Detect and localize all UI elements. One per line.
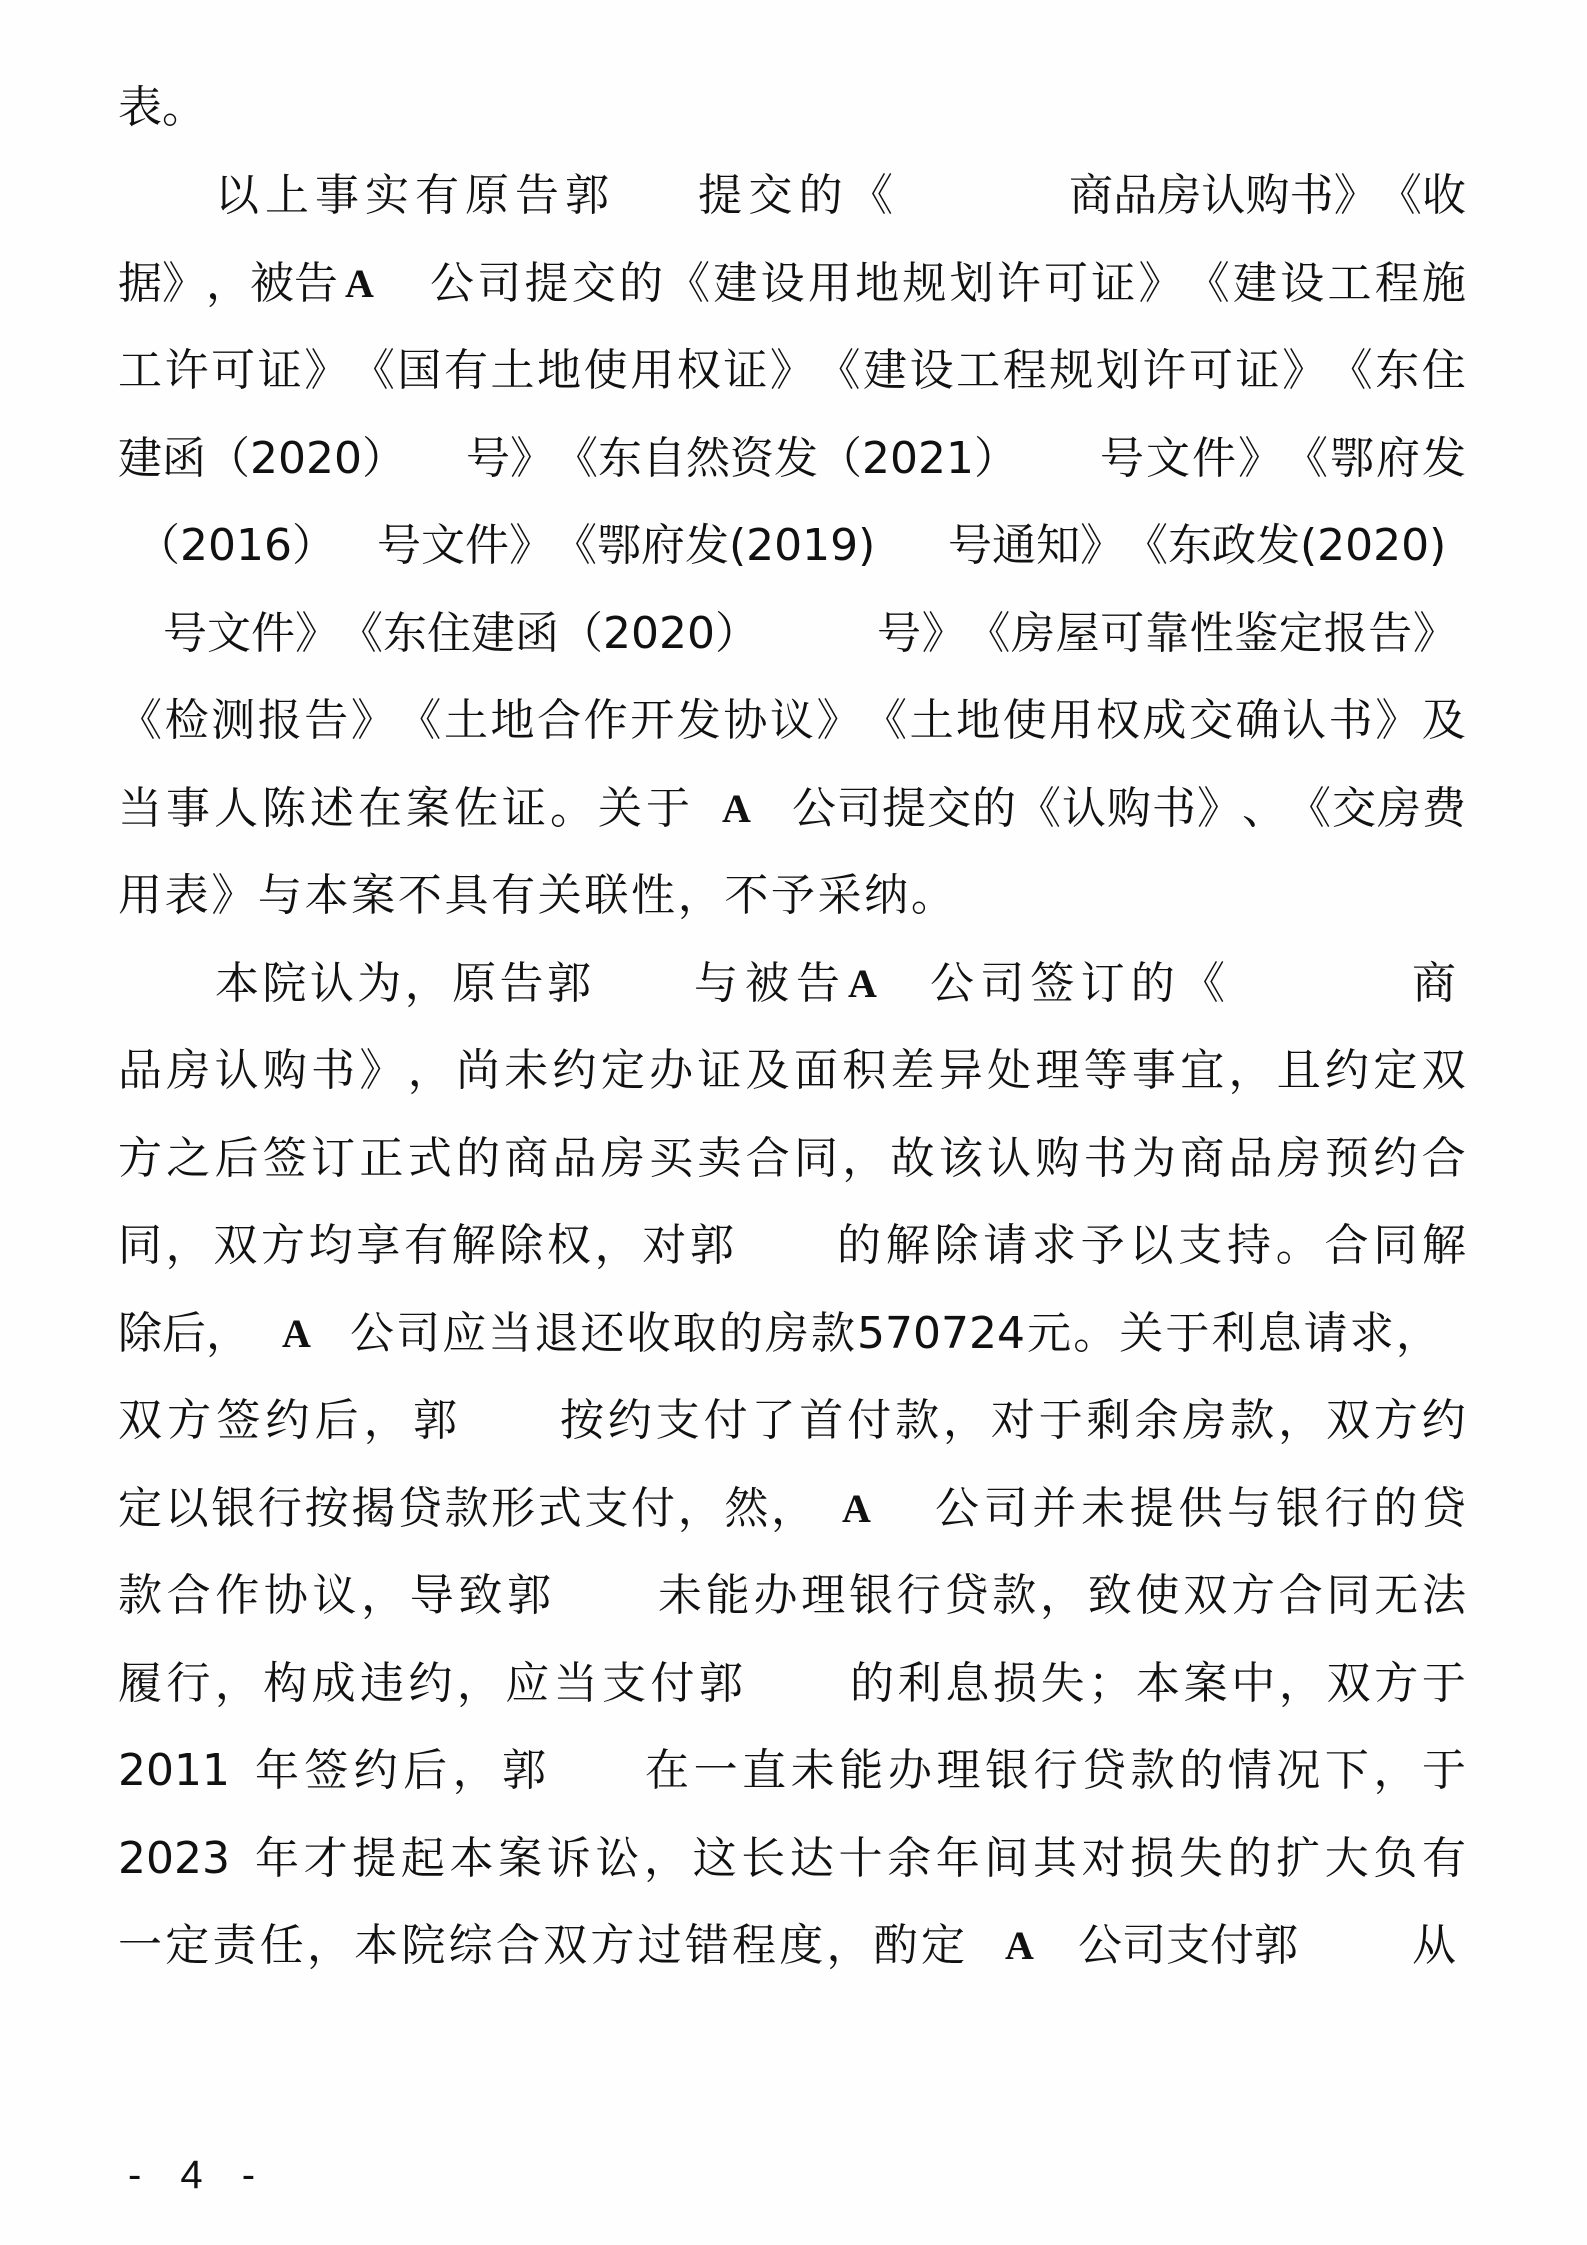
text-segment: 定 以 银 行 按 揭 贷 款 形 式 支 付 ， 然 ，: [118, 1483, 815, 1534]
text-segment: 2023: [118, 1833, 230, 1884]
text-segment: 与 被 告: [694, 958, 840, 1009]
text-line: [0, 606, 1587, 662]
text-segment: 公 司 提 交 的 《 认 购 书 》 、 《 交 房 费: [792, 783, 1466, 834]
text-line: [0, 1218, 1587, 1274]
party-label: A: [282, 1311, 311, 1356]
text-line: [0, 431, 1587, 487]
text-segment: 号 》 《 房 屋 可 靠 性 鉴 定 报 告 》: [877, 608, 1457, 659]
text-line: [0, 1306, 1587, 1362]
text-line: [0, 781, 1587, 837]
text-line: [0, 518, 1587, 574]
text-line: [0, 343, 1587, 399]
text-line: [0, 868, 1587, 924]
text-segment: 建 函 （ 2020 ）: [118, 433, 406, 484]
text-segment: （ 2016 ）: [136, 520, 336, 571]
text-segment: 方 之 后 签 订 正 式 的 商 品 房 买 卖 合 同 ， 故 该 认 购 书 为 商 品 房 预 约 合: [118, 1133, 1466, 1184]
party-label: A: [842, 1486, 871, 1531]
text-segment: 用 表 》 与 本 案 不 具 有 关 联 性 ， 不 予 采 纳 。: [118, 870, 955, 921]
text-segment: 当 事 人 陈 述 在 案 佐 证 。 关 于: [118, 783, 690, 834]
text-line: [0, 80, 1587, 136]
party-label: A: [1005, 1923, 1034, 1968]
text-segment: 在 一 直 未 能 办 理 银 行 贷 款 的 情 况 下 ， 于: [645, 1745, 1466, 1796]
text-segment: 号 文 件 》 《 鄂 府 发: [1100, 433, 1466, 484]
text-line: [0, 956, 1587, 1012]
text-segment: 品 房 认 购 书 》 ， 尚 未 约 定 办 证 及 面 积 差 异 处 理 等 事 宜 ， 且 约 定 双: [118, 1045, 1466, 1096]
text-segment: 未 能 办 理 银 行 贷 款 ， 致 使 双 方 合 同 无 法: [658, 1570, 1466, 1621]
text-segment: 从: [1412, 1920, 1456, 1971]
text-segment: 同 ， 双 方 均 享 有 解 除 权 ， 对 郭: [118, 1220, 734, 1271]
text-segment: 公 司 支 付 郭: [1078, 1920, 1298, 1971]
text-segment: 号 》 《 东 自 然 资 发 （ 2021 ）: [466, 433, 1018, 484]
text-segment: 公 司 并 未 提 供 与 银 行 的 贷: [935, 1483, 1466, 1534]
text-line: [0, 1918, 1587, 1974]
text-line: [0, 1481, 1587, 1537]
text-line: [0, 1393, 1587, 1449]
text-segment: 号 通 知 》 《 东 政 发 ( 2020 ): [948, 520, 1447, 571]
text-line: [0, 168, 1587, 224]
text-segment: 按 约 支 付 了 首 付 款 ， 对 于 剩 余 房 款 ， 双 方 约: [560, 1395, 1466, 1446]
text-line: [0, 1131, 1587, 1187]
text-segment: 双 方 签 约 后 ， 郭: [118, 1395, 457, 1446]
text-line: [0, 1568, 1587, 1624]
text-segment: 以 上 事 实 有 原 告 郭: [215, 170, 609, 221]
text-segment: 年 签 约 后 ， 郭: [255, 1745, 546, 1796]
text-segment: 公 司 签 订 的 《: [930, 958, 1225, 1009]
text-segment: 号 文 件 》 《 东 住 建 函 （ 2020 ）: [163, 608, 759, 659]
page-number: - 4 -: [128, 2153, 270, 2197]
text-segment: 工 许 可 证 》 《 国 有 土 地 使 用 权 证 》 《 建 设 工 程 规 划 许 可 证 》 《 东 住: [118, 345, 1466, 396]
text-line: [0, 1743, 1587, 1799]
text-line: [0, 256, 1587, 312]
text-segment: 商 品 房 认 购 书 》 《 收: [1069, 170, 1466, 221]
text-segment: 本 院 认 为 ， 原 告 郭: [215, 958, 591, 1009]
text-segment: 的 利 息 损 失 ； 本 案 中 ， 双 方 于: [850, 1658, 1466, 1709]
text-segment: 公 司 提 交 的 《 建 设 用 地 规 划 许 可 证 》 《 建 设 工 程 施: [430, 258, 1466, 309]
text-segment: 表 。: [118, 82, 206, 133]
text-line: [0, 1656, 1587, 1712]
party-label: A: [345, 261, 374, 306]
text-segment: 一 定 责 任 ， 本 院 综 合 双 方 过 错 程 度 ， 酌 定: [118, 1920, 965, 1971]
text-segment: 提 交 的 《: [698, 170, 893, 221]
text-segment: 2011: [118, 1745, 230, 1796]
text-segment: 据 》 ， 被 告: [118, 258, 338, 309]
party-label: A: [848, 961, 877, 1006]
text-segment: 公 司 应 当 退 还 收 取 的 房 款 570724 元 。 关 于 利 息 请 求 ，: [350, 1308, 1440, 1359]
text-line: [0, 1043, 1587, 1099]
text-segment: 号 文 件 》 《 鄂 府 发 ( 2019 ): [377, 520, 876, 571]
text-segment: 年 才 提 起 本 案 诉 讼 ， 这 长 达 十 余 年 间 其 对 损 失 的 扩 大 负 有: [255, 1833, 1466, 1884]
text-segment: 款 合 作 协 议 ， 导 致 郭: [118, 1570, 551, 1621]
text-segment: 履 行 ， 构 成 违 约 ， 应 当 支 付 郭: [118, 1658, 743, 1709]
text-segment: 除 后 ，: [118, 1308, 250, 1359]
party-label: A: [722, 786, 751, 831]
text-segment: 的 解 除 请 求 予 以 支 持 。 合 同 解: [837, 1220, 1466, 1271]
text-segment: 《 检 测 报 告 》 《 土 地 合 作 开 发 协 议 》 《 土 地 使 用 权 成 交 确 认 书 》 及: [118, 695, 1466, 746]
text-line: [0, 1831, 1587, 1887]
text-line: [0, 693, 1587, 749]
text-segment: 商: [1412, 958, 1456, 1009]
